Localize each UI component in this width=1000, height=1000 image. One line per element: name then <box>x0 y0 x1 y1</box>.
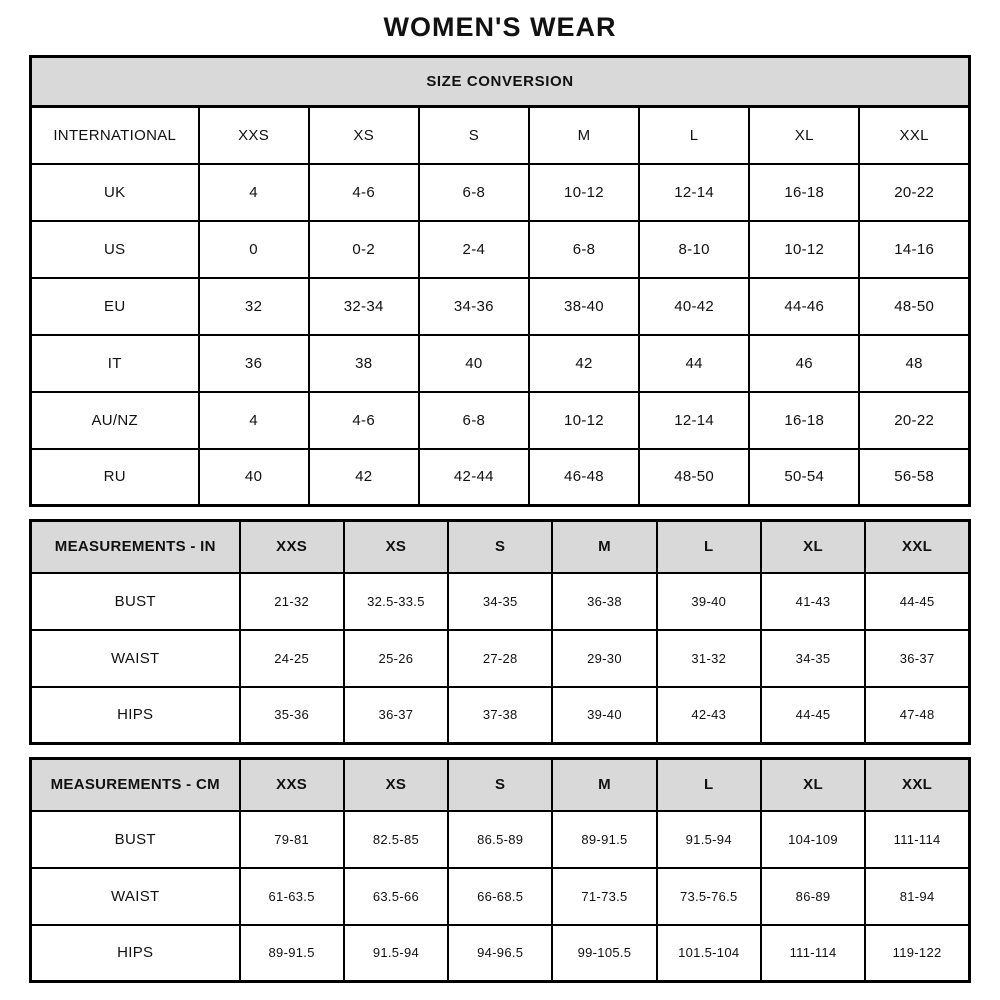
value-cell: 47-48 <box>865 687 969 744</box>
size-column-header: XL <box>749 107 859 164</box>
value-cell: 0 <box>199 221 309 278</box>
size-column-header: XXL <box>859 107 969 164</box>
size-conversion-section <box>29 55 971 507</box>
value-cell: 94-96.5 <box>448 925 552 982</box>
value-cell: 10-12 <box>749 221 859 278</box>
value-cell: 44-46 <box>749 278 859 335</box>
size-column-header: S <box>448 759 552 811</box>
value-cell: 44 <box>639 335 749 392</box>
value-cell: 14-16 <box>859 221 969 278</box>
size-column-header: M <box>552 521 656 573</box>
value-cell: 38 <box>309 335 419 392</box>
value-cell: 111-114 <box>761 925 865 982</box>
value-cell: 32.5-33.5 <box>344 573 448 630</box>
table-label-header: MEASUREMENTS - CM <box>31 759 240 811</box>
table-row <box>31 687 970 744</box>
value-cell: 10-12 <box>529 392 639 449</box>
value-cell: 38-40 <box>529 278 639 335</box>
value-cell: 34-36 <box>419 278 529 335</box>
size-column-header: XXS <box>240 521 344 573</box>
value-cell: 16-18 <box>749 392 859 449</box>
value-cell: 6-8 <box>419 164 529 221</box>
size-column-header: M <box>552 759 656 811</box>
value-cell: 61-63.5 <box>240 868 344 925</box>
value-cell: 66-68.5 <box>448 868 552 925</box>
value-cell: 48-50 <box>639 449 749 506</box>
table-row <box>31 335 970 392</box>
row-label: BUST <box>31 573 240 630</box>
table-row <box>31 925 970 982</box>
value-cell: 82.5-85 <box>344 811 448 868</box>
value-cell: 73.5-76.5 <box>657 868 761 925</box>
table-row <box>31 868 970 925</box>
value-cell: 20-22 <box>859 392 969 449</box>
size-column-header: XL <box>761 759 865 811</box>
value-cell: 50-54 <box>749 449 859 506</box>
row-label: UK <box>31 164 199 221</box>
size-column-header: L <box>657 521 761 573</box>
table-label-header: INTERNATIONAL <box>31 107 199 164</box>
value-cell: 34-35 <box>448 573 552 630</box>
value-cell: 4 <box>199 164 309 221</box>
value-cell: 37-38 <box>448 687 552 744</box>
value-cell: 6-8 <box>419 392 529 449</box>
value-cell: 39-40 <box>552 687 656 744</box>
table-row <box>31 630 970 687</box>
value-cell: 35-36 <box>240 687 344 744</box>
value-cell: 36 <box>199 335 309 392</box>
size-column-header: XS <box>344 759 448 811</box>
value-cell: 0-2 <box>309 221 419 278</box>
table-row <box>31 449 970 506</box>
value-cell: 42 <box>309 449 419 506</box>
value-cell: 119-122 <box>865 925 969 982</box>
table-row <box>31 278 970 335</box>
row-label: WAIST <box>31 630 240 687</box>
size-conversion-table <box>29 105 971 507</box>
row-label: US <box>31 221 199 278</box>
value-cell: 31-32 <box>657 630 761 687</box>
value-cell: 42-44 <box>419 449 529 506</box>
size-column-header: M <box>529 107 639 164</box>
value-cell: 34-35 <box>761 630 865 687</box>
value-cell: 12-14 <box>639 392 749 449</box>
size-column-header: S <box>448 521 552 573</box>
row-label: IT <box>31 335 199 392</box>
size-column-header: XXS <box>199 107 309 164</box>
value-cell: 24-25 <box>240 630 344 687</box>
value-cell: 46-48 <box>529 449 639 506</box>
value-cell: 111-114 <box>865 811 969 868</box>
row-label: AU/NZ <box>31 392 199 449</box>
size-column-header: S <box>419 107 529 164</box>
value-cell: 71-73.5 <box>552 868 656 925</box>
value-cell: 89-91.5 <box>240 925 344 982</box>
header-row <box>31 107 970 164</box>
measurements-in-table <box>29 519 971 745</box>
header-row <box>31 759 970 811</box>
value-cell: 44-45 <box>865 573 969 630</box>
row-label: WAIST <box>31 868 240 925</box>
size-column-header: XXL <box>865 521 969 573</box>
value-cell: 91.5-94 <box>657 811 761 868</box>
row-label: BUST <box>31 811 240 868</box>
value-cell: 79-81 <box>240 811 344 868</box>
size-column-header: XS <box>344 521 448 573</box>
value-cell: 56-58 <box>859 449 969 506</box>
value-cell: 4-6 <box>309 164 419 221</box>
table-label-header: MEASUREMENTS - IN <box>31 521 240 573</box>
value-cell: 40 <box>419 335 529 392</box>
table-row <box>31 392 970 449</box>
value-cell: 6-8 <box>529 221 639 278</box>
value-cell: 63.5-66 <box>344 868 448 925</box>
header-row <box>31 521 970 573</box>
size-column-header: XXS <box>240 759 344 811</box>
table-row <box>31 221 970 278</box>
value-cell: 89-91.5 <box>552 811 656 868</box>
value-cell: 36-37 <box>865 630 969 687</box>
value-cell: 36-37 <box>344 687 448 744</box>
value-cell: 42 <box>529 335 639 392</box>
value-cell: 36-38 <box>552 573 656 630</box>
value-cell: 25-26 <box>344 630 448 687</box>
value-cell: 39-40 <box>657 573 761 630</box>
value-cell: 46 <box>749 335 859 392</box>
size-column-header: L <box>639 107 749 164</box>
value-cell: 86.5-89 <box>448 811 552 868</box>
value-cell: 8-10 <box>639 221 749 278</box>
size-column-header: L <box>657 759 761 811</box>
row-label: HIPS <box>31 925 240 982</box>
value-cell: 32-34 <box>309 278 419 335</box>
value-cell: 21-32 <box>240 573 344 630</box>
measurements-in-section <box>29 519 971 745</box>
value-cell: 27-28 <box>448 630 552 687</box>
table-row <box>31 573 970 630</box>
value-cell: 86-89 <box>761 868 865 925</box>
value-cell: 41-43 <box>761 573 865 630</box>
table-row <box>31 164 970 221</box>
value-cell: 48-50 <box>859 278 969 335</box>
value-cell: 20-22 <box>859 164 969 221</box>
size-column-header: XS <box>309 107 419 164</box>
size-conversion-title: SIZE CONVERSION <box>29 55 971 105</box>
row-label: EU <box>31 278 199 335</box>
value-cell: 16-18 <box>749 164 859 221</box>
value-cell: 44-45 <box>761 687 865 744</box>
size-column-header: XL <box>761 521 865 573</box>
measurements-cm-section <box>29 757 971 983</box>
row-label: HIPS <box>31 687 240 744</box>
row-label: RU <box>31 449 199 506</box>
measurements-cm-table <box>29 757 971 983</box>
table-row <box>31 811 970 868</box>
value-cell: 10-12 <box>529 164 639 221</box>
value-cell: 4-6 <box>309 392 419 449</box>
value-cell: 104-109 <box>761 811 865 868</box>
value-cell: 2-4 <box>419 221 529 278</box>
value-cell: 12-14 <box>639 164 749 221</box>
value-cell: 91.5-94 <box>344 925 448 982</box>
value-cell: 48 <box>859 335 969 392</box>
value-cell: 4 <box>199 392 309 449</box>
value-cell: 40-42 <box>639 278 749 335</box>
value-cell: 29-30 <box>552 630 656 687</box>
value-cell: 99-105.5 <box>552 925 656 982</box>
value-cell: 42-43 <box>657 687 761 744</box>
value-cell: 101.5-104 <box>657 925 761 982</box>
value-cell: 32 <box>199 278 309 335</box>
value-cell: 81-94 <box>865 868 969 925</box>
page-title: WOMEN'S WEAR <box>383 12 617 42</box>
value-cell: 40 <box>199 449 309 506</box>
size-column-header: XXL <box>865 759 969 811</box>
